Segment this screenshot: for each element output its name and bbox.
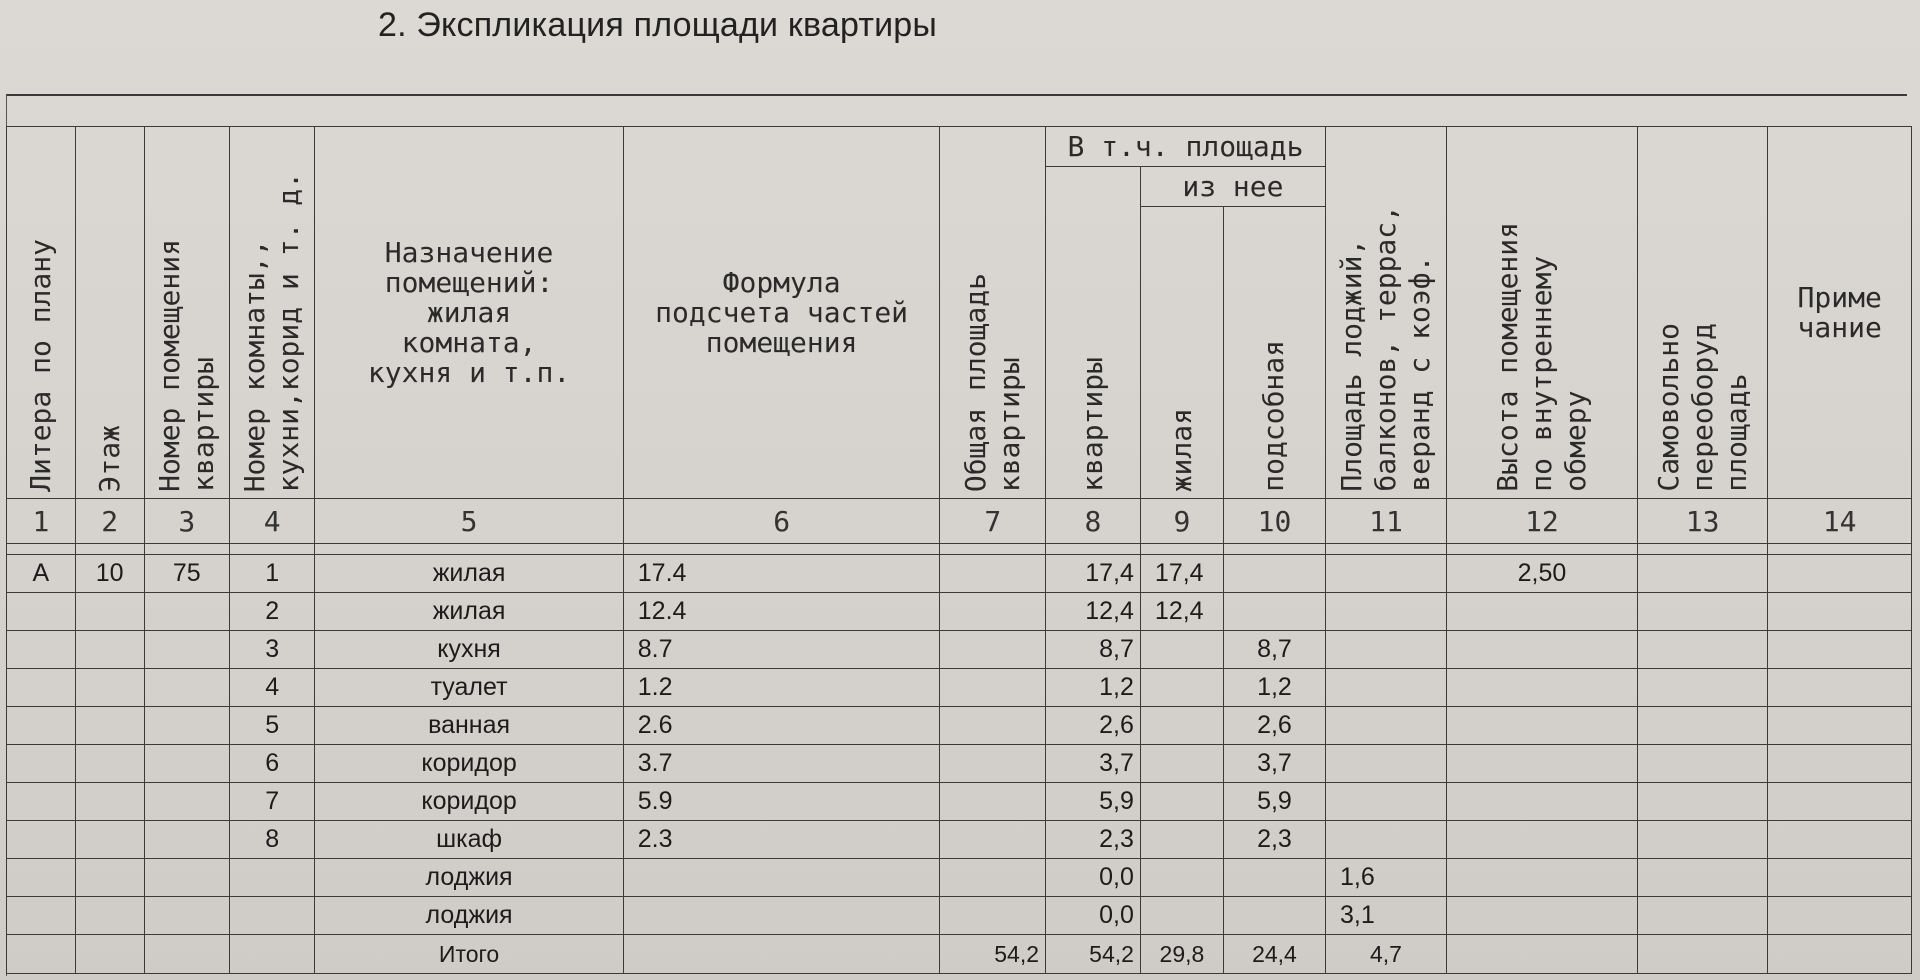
cell-height: 2,50 bbox=[1446, 555, 1637, 593]
cell-empty bbox=[7, 935, 76, 974]
cell-litera: А bbox=[7, 555, 76, 593]
cell-room: 1 bbox=[229, 555, 314, 593]
total-label: Итого bbox=[315, 935, 623, 974]
cell-living bbox=[1140, 859, 1223, 897]
cell-litera bbox=[7, 859, 76, 897]
table-row bbox=[7, 897, 1912, 935]
cell-empty bbox=[1768, 669, 1912, 707]
cell-litera bbox=[7, 783, 76, 821]
cell-empty bbox=[1637, 555, 1767, 593]
cell-empty bbox=[1637, 821, 1767, 859]
cell-height bbox=[1446, 593, 1637, 631]
cell-empty bbox=[1637, 669, 1767, 707]
cell-formula: 12.4 bbox=[623, 593, 940, 631]
table-row bbox=[7, 783, 1912, 821]
cell-apt-area: 2,6 bbox=[1046, 707, 1141, 745]
column-number: 5 bbox=[315, 499, 623, 544]
column-number: 1 bbox=[7, 499, 76, 544]
cell-empty bbox=[1637, 745, 1767, 783]
column-number: 7 bbox=[940, 499, 1046, 544]
header-loggia: Площадь лоджий, балконов, террас, веранд с коэф. bbox=[1325, 127, 1446, 499]
cell-empty bbox=[1768, 707, 1912, 745]
total-aux: 24,4 bbox=[1223, 935, 1325, 974]
table-row bbox=[7, 631, 1912, 669]
cell-apt bbox=[144, 669, 229, 707]
cell-aux bbox=[1223, 555, 1325, 593]
cell-apt-area: 2,3 bbox=[1046, 821, 1141, 859]
cell-living: 17,4 bbox=[1140, 555, 1223, 593]
cell-formula: 8.7 bbox=[623, 631, 940, 669]
cell-height bbox=[1446, 783, 1637, 821]
cell-apt: 75 bbox=[144, 555, 229, 593]
cell-room: 2 bbox=[229, 593, 314, 631]
cell-living bbox=[1140, 897, 1223, 935]
cell-height bbox=[1446, 745, 1637, 783]
cell-loggia: 3,1 bbox=[1325, 897, 1446, 935]
column-number: 10 bbox=[1223, 499, 1325, 544]
cell-aux: 5,9 bbox=[1223, 783, 1325, 821]
cell-empty bbox=[1637, 935, 1767, 974]
cell-room bbox=[229, 897, 314, 935]
cell-height bbox=[1446, 631, 1637, 669]
cell-apt-area: 8,7 bbox=[1046, 631, 1141, 669]
header-apartment: квартиры bbox=[1046, 167, 1141, 499]
cell-loggia bbox=[1325, 555, 1446, 593]
cell-apt bbox=[144, 859, 229, 897]
cell-apt bbox=[144, 897, 229, 935]
cell-total bbox=[940, 631, 1046, 669]
cell-room: 5 bbox=[229, 707, 314, 745]
cell-loggia bbox=[1325, 669, 1446, 707]
cell-empty bbox=[1768, 821, 1912, 859]
cell-empty bbox=[1768, 593, 1912, 631]
cell-empty bbox=[1637, 707, 1767, 745]
cell-aux: 2,6 bbox=[1223, 707, 1325, 745]
cell-litera bbox=[7, 745, 76, 783]
cell-litera bbox=[7, 669, 76, 707]
cell-height bbox=[1446, 669, 1637, 707]
cell-living bbox=[1140, 745, 1223, 783]
cell-living bbox=[1140, 783, 1223, 821]
cell-room: 8 bbox=[229, 821, 314, 859]
cell-aux: 8,7 bbox=[1223, 631, 1325, 669]
cell-floor bbox=[75, 707, 144, 745]
cell-loggia bbox=[1325, 783, 1446, 821]
cell-total bbox=[940, 859, 1046, 897]
cell-floor bbox=[75, 897, 144, 935]
cell-room: 3 bbox=[229, 631, 314, 669]
cell-empty bbox=[229, 935, 314, 974]
cell-floor bbox=[75, 821, 144, 859]
column-number: 2 bbox=[75, 499, 144, 544]
column-number: 3 bbox=[144, 499, 229, 544]
cell-apt bbox=[144, 821, 229, 859]
cell-total bbox=[940, 555, 1046, 593]
cell-empty bbox=[1446, 935, 1637, 974]
cell-height bbox=[1446, 707, 1637, 745]
cell-total bbox=[940, 669, 1046, 707]
cell-height bbox=[1446, 897, 1637, 935]
cell-formula: 5.9 bbox=[623, 783, 940, 821]
header-apt-no: Номер помещения квартиры bbox=[144, 127, 229, 499]
header-incl-area: В т.ч. площадь bbox=[1046, 127, 1326, 167]
total-total-area: 54,2 bbox=[940, 935, 1046, 974]
cell-aux: 3,7 bbox=[1223, 745, 1325, 783]
cell-apt-area: 5,9 bbox=[1046, 783, 1141, 821]
cell-litera bbox=[7, 821, 76, 859]
cell-apt-area: 12,4 bbox=[1046, 593, 1141, 631]
cell-litera bbox=[7, 593, 76, 631]
column-number: 12 bbox=[1446, 499, 1637, 544]
column-number: 4 bbox=[229, 499, 314, 544]
header-auxiliary: подсобная bbox=[1223, 207, 1325, 499]
cell-living: 12,4 bbox=[1140, 593, 1223, 631]
cell-empty bbox=[1637, 897, 1767, 935]
cell-apt-area: 0,0 bbox=[1046, 859, 1141, 897]
cell-formula: 17.4 bbox=[623, 555, 940, 593]
cell-name: жилая bbox=[315, 555, 623, 593]
cell-loggia bbox=[1325, 593, 1446, 631]
explication-table bbox=[6, 126, 1912, 974]
cell-name: лоджия bbox=[315, 859, 623, 897]
cell-total bbox=[940, 707, 1046, 745]
cell-total bbox=[940, 821, 1046, 859]
cell-floor: 10 bbox=[75, 555, 144, 593]
total-loggia: 4,7 bbox=[1325, 935, 1446, 974]
cell-living bbox=[1140, 707, 1223, 745]
header-room-no: Номер комнаты,, кухни,корид и т. д. bbox=[229, 127, 314, 499]
cell-empty bbox=[1768, 631, 1912, 669]
cell-formula bbox=[623, 859, 940, 897]
cell-empty bbox=[1637, 859, 1767, 897]
cell-apt bbox=[144, 707, 229, 745]
cell-loggia bbox=[1325, 707, 1446, 745]
cell-total bbox=[940, 745, 1046, 783]
cell-name: туалет bbox=[315, 669, 623, 707]
column-number: 13 bbox=[1637, 499, 1767, 544]
header-self-converted: Самовольно переоборуд площадь bbox=[1637, 127, 1767, 499]
cell-formula: 2.6 bbox=[623, 707, 940, 745]
header-height: Высота помещения по внутреннему обмеру bbox=[1446, 127, 1637, 499]
table-row bbox=[7, 745, 1912, 783]
cell-litera bbox=[7, 631, 76, 669]
header-formula: Формула подсчета частей помещения bbox=[623, 127, 940, 499]
cell-empty bbox=[1637, 593, 1767, 631]
cell-empty bbox=[1768, 859, 1912, 897]
cell-aux bbox=[1223, 897, 1325, 935]
cell-apt-area: 17,4 bbox=[1046, 555, 1141, 593]
cell-room: 4 bbox=[229, 669, 314, 707]
header-note: Приме чание bbox=[1768, 127, 1912, 499]
cell-litera bbox=[7, 707, 76, 745]
cell-floor bbox=[75, 631, 144, 669]
column-number: 8 bbox=[1046, 499, 1141, 544]
cell-floor bbox=[75, 669, 144, 707]
cell-living bbox=[1140, 669, 1223, 707]
cell-name: лоджия bbox=[315, 897, 623, 935]
table-row bbox=[7, 555, 1912, 593]
cell-name: кухня bbox=[315, 631, 623, 669]
cell-room bbox=[229, 859, 314, 897]
cell-empty bbox=[1768, 897, 1912, 935]
cell-floor bbox=[75, 783, 144, 821]
cell-apt bbox=[144, 631, 229, 669]
cell-empty bbox=[1768, 783, 1912, 821]
column-number-row bbox=[7, 499, 1912, 544]
page-title: 2. Экспликация площади квартиры bbox=[378, 6, 938, 44]
cell-height bbox=[1446, 859, 1637, 897]
cell-litera bbox=[7, 897, 76, 935]
cell-empty bbox=[623, 935, 940, 974]
cell-floor bbox=[75, 745, 144, 783]
cell-empty bbox=[1768, 745, 1912, 783]
cell-empty bbox=[1768, 555, 1912, 593]
header-litera: Литера по плану bbox=[7, 127, 76, 499]
header-living: жилая bbox=[1140, 207, 1223, 499]
header-of-it: из нее bbox=[1140, 167, 1325, 207]
cell-aux bbox=[1223, 859, 1325, 897]
cell-empty bbox=[1637, 631, 1767, 669]
table-row bbox=[7, 707, 1912, 745]
cell-formula: 3.7 bbox=[623, 745, 940, 783]
header-floor: Этаж bbox=[75, 127, 144, 499]
cell-empty bbox=[75, 935, 144, 974]
cell-apt-area: 0,0 bbox=[1046, 897, 1141, 935]
cell-living bbox=[1140, 631, 1223, 669]
cell-aux: 1,2 bbox=[1223, 669, 1325, 707]
cell-loggia bbox=[1325, 631, 1446, 669]
cell-floor bbox=[75, 593, 144, 631]
column-number: 11 bbox=[1325, 499, 1446, 544]
cell-living bbox=[1140, 821, 1223, 859]
cell-name: жилая bbox=[315, 593, 623, 631]
cell-room: 6 bbox=[229, 745, 314, 783]
cell-loggia bbox=[1325, 745, 1446, 783]
cell-name: ванная bbox=[315, 707, 623, 745]
total-row bbox=[7, 935, 1912, 974]
total-apt-area: 54,2 bbox=[1046, 935, 1141, 974]
table-row bbox=[7, 859, 1912, 897]
cell-room: 7 bbox=[229, 783, 314, 821]
header-total-area: Общая площадь квартиры bbox=[940, 127, 1046, 499]
cell-total bbox=[940, 593, 1046, 631]
total-living: 29,8 bbox=[1140, 935, 1223, 974]
cell-apt-area: 3,7 bbox=[1046, 745, 1141, 783]
cell-height bbox=[1446, 821, 1637, 859]
cell-name: коридор bbox=[315, 783, 623, 821]
cell-apt-area: 1,2 bbox=[1046, 669, 1141, 707]
cell-total bbox=[940, 897, 1046, 935]
cell-loggia: 1,6 bbox=[1325, 859, 1446, 897]
table-row bbox=[7, 821, 1912, 859]
column-number: 9 bbox=[1140, 499, 1223, 544]
cell-aux bbox=[1223, 593, 1325, 631]
cell-formula bbox=[623, 897, 940, 935]
cell-apt bbox=[144, 783, 229, 821]
column-number: 6 bbox=[623, 499, 940, 544]
cell-total bbox=[940, 783, 1046, 821]
cell-loggia bbox=[1325, 821, 1446, 859]
table-row bbox=[7, 669, 1912, 707]
column-number: 14 bbox=[1768, 499, 1912, 544]
cell-apt bbox=[144, 745, 229, 783]
cell-aux: 2,3 bbox=[1223, 821, 1325, 859]
cell-floor bbox=[75, 859, 144, 897]
header-purpose: Назначение помещений: жилая комната, кухня и т.п. bbox=[315, 127, 623, 499]
cell-name: коридор bbox=[315, 745, 623, 783]
cell-empty bbox=[144, 935, 229, 974]
cell-name: шкаф bbox=[315, 821, 623, 859]
table-row bbox=[7, 593, 1912, 631]
cell-apt bbox=[144, 593, 229, 631]
cell-formula: 2.3 bbox=[623, 821, 940, 859]
cell-empty bbox=[1637, 783, 1767, 821]
cell-formula: 1.2 bbox=[623, 669, 940, 707]
cell-empty bbox=[1768, 935, 1912, 974]
